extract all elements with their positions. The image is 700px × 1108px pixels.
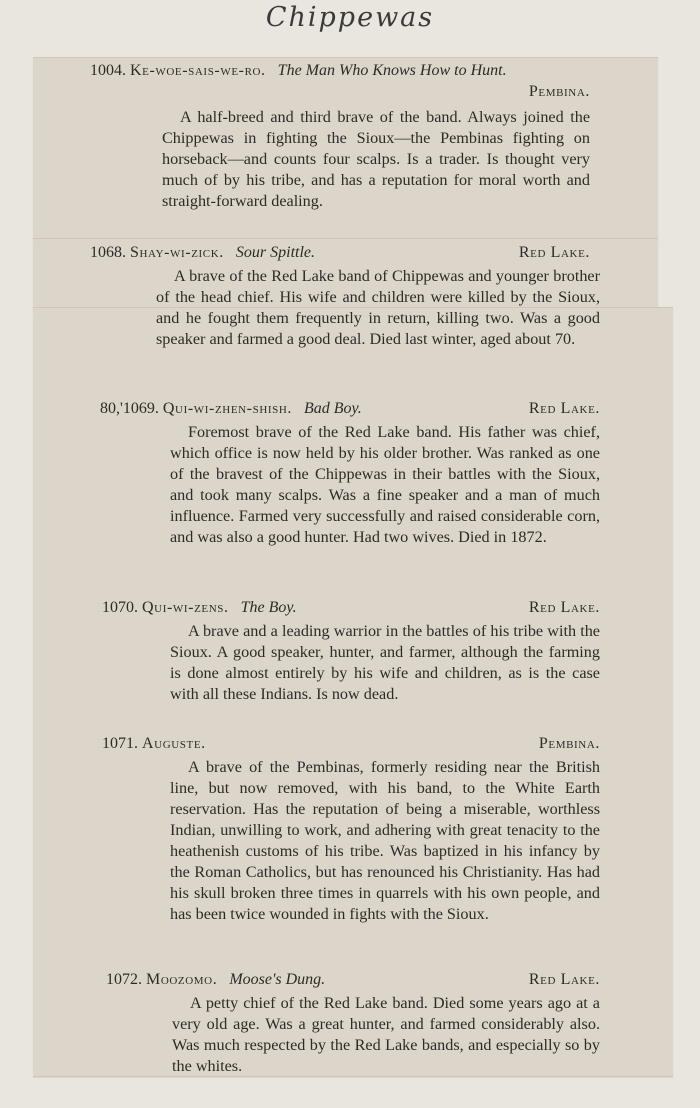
entry-location: Pembina. bbox=[528, 83, 590, 100]
entry-name: Auguste. bbox=[142, 735, 206, 752]
entry-description: A half-breed and third brave of the band. Always joined the Chippewas in fighting the Sioux—the Pembinas fighting on horseback—and counts four scalps. Is a trader. Is thought very much of by his tribe, and has a reputation for moral worth and straight-forward dealing. bbox=[162, 108, 590, 210]
entry-translation: Moose's Dung. bbox=[229, 971, 326, 988]
entry-name: Moozomo. bbox=[146, 971, 218, 988]
entry-description: A brave of the Pembinas, formerly residing near the British line, but now removed, with his band, to the White Earth reservation. Has the reputation of being a miserable, worthless Indian, unwilling to work, and adhering with great tenacity to the heathenish customs of his tribe. Was baptized in his infancy by the Roman Catholics, but has renounced his Christianity. Has had his skull broken three times in quarrels with his own people, and has been twice wounded in fights with the Sioux. bbox=[170, 758, 600, 923]
entry-description: Foremost brave of the Red Lake band. His father was chief, which office is now held by his older brother. Was ranked as one of the bravest of the Chippewas in their battles with the Sioux, and took many scalps. Was a fine speaker and a man of much influence. Farmed very successfully and raised considerable corn, and was also a good hunter. Had two wives. Died in 1872. bbox=[170, 423, 600, 546]
entry-number: 80,'1069. bbox=[100, 400, 159, 417]
entry-number: 1068. bbox=[90, 244, 126, 261]
entry-description: A brave and a leading warrior in the battles of his tribe with the Sioux. A good speaker, hunter, and farmer, although the farming is done almost entirely by his wife and children, as is the case with all these Indians. Is now dead. bbox=[170, 622, 600, 703]
entry-translation: Sour Spittle. bbox=[235, 244, 315, 261]
entry-location: Red Lake. bbox=[518, 244, 590, 261]
entry-header bbox=[102, 735, 600, 757]
entry-1071 bbox=[102, 735, 600, 925]
entry-header bbox=[106, 971, 600, 993]
entry-location: Pembina. bbox=[538, 735, 600, 752]
entry-description: A brave of the Red Lake band of Chippewas and younger brother of the head chief. His wife and children were killed by the Sioux, and he fought them frequently in return, killing two. Was a good speaker and farmed a good deal. Died last winter, aged about 70. bbox=[156, 267, 600, 348]
entry-1068 bbox=[90, 244, 600, 350]
entry-header bbox=[102, 599, 600, 621]
entry-translation: The Boy. bbox=[240, 599, 297, 616]
entry-description: A petty chief of the Red Lake band. Died some years ago at a very old age. Was a great hunter, and farmed considerably also. Was much respected by the Red Lake bands, and especially so by the whites. bbox=[172, 994, 600, 1075]
entry-location: Red Lake. bbox=[528, 599, 600, 616]
entry-name: Shay-wi-zick. bbox=[130, 244, 224, 261]
entry-1070 bbox=[102, 599, 600, 705]
entry-location: Red Lake. bbox=[528, 971, 600, 988]
entry-translation: The Man Who Knows How to Hunt. bbox=[277, 62, 507, 79]
entry-name: Qui-wi-zens. bbox=[142, 599, 229, 616]
entry-header bbox=[100, 400, 600, 422]
entry-location: Red Lake. bbox=[528, 400, 600, 417]
entry-1069 bbox=[100, 400, 600, 548]
entry-1072 bbox=[106, 971, 600, 1077]
entry-header bbox=[90, 62, 590, 100]
entry-name: Qui-wi-zhen-shish. bbox=[162, 400, 292, 417]
entry-number: 1070. bbox=[102, 599, 138, 616]
entry-number: 1072. bbox=[106, 971, 142, 988]
entry-number: 1004. bbox=[90, 62, 126, 79]
entry-name: Ke-woe-sais-we-ro. bbox=[130, 62, 266, 79]
entry-number: 1071. bbox=[102, 735, 138, 752]
entry-header bbox=[90, 244, 590, 266]
entry-1004 bbox=[90, 62, 590, 212]
page-heading: Chippewas bbox=[265, 2, 435, 33]
entry-translation: Bad Boy. bbox=[304, 400, 362, 417]
